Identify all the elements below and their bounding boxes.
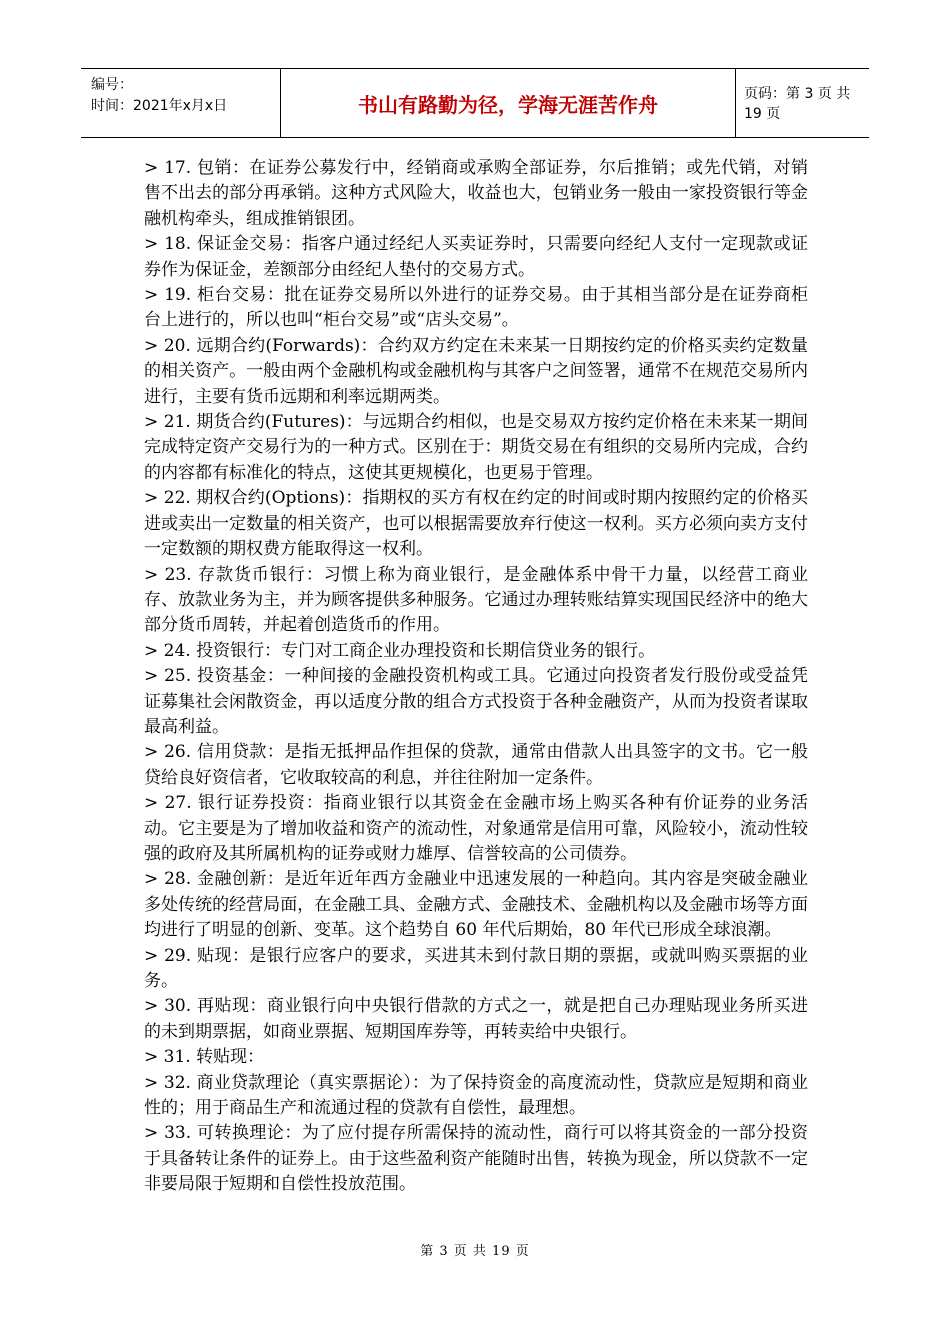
definition-paragraph: > 21. 期货合约(Futures)：与远期合约相似，也是交易双方按约定价格在未来某一期间完成特定资产交易行为的一种方式。区别在于：期货交易在有组织的交易所内完成，合约的内容都有标准化的特点，这使其更规模化，也更易于管理。 xyxy=(144,412,808,483)
definition-paragraph: > 31. 转贴现： xyxy=(144,1047,265,1068)
definition-paragraph: > 28. 金融创新：是近年近年西方金融业中迅速发展的一种趋向。其内容是突破金融业多处传统的经营局面，在金融工具、金融方式、金融技术、金融机构以及金融市场等方面均进行了明显的创新、变革。这个趋势自 60 年代后期始，80 年代已形成全球浪潮。 xyxy=(144,869,808,941)
definition-paragraph: > 29. 贴现：是银行应客户的要求，买进其未到付款日期的票据，或就叫购买票据的业务。 xyxy=(144,945,808,991)
definition-paragraph: > 23. 存款货币银行：习惯上称为商业银行，是金融体系中骨干力量，以经营工商业存、放款业务为主，并为顾客提供多种服务。它通过办理转账结算实现国民经济中的绝大部分货币周转，并起着创造货币的作用。 xyxy=(144,564,808,636)
definition-paragraph: > 22. 期权合约(Options)：指期权的买方有权在约定的时间或时期内按照约定的价格买进或卖出一定数量的相关资产，也可以根据需要放弃行使这一权利。买方必须向卖方支付一定数额的期权费方能取得这一权利。 xyxy=(144,488,808,560)
definition-paragraph: > 24. 投资银行：专门对工商企业办理投资和长期信贷业务的银行。 xyxy=(144,640,656,661)
definition-paragraph: > 30. 再贴现：商业银行向中央银行借款的方式之一，就是把自己办理贴现业务所买进的未到期票据，如商业票据、短期国库券等，再转卖给中央银行。 xyxy=(144,996,808,1042)
definition-paragraph: > 17. 包销：在证券公募发行中，经销商或承购全部证券，尔后推销；或先代销，对销售不出去的部分再承销。这种方式风险大，收益也大，包销业务一般由一家投资银行等金融机构牵头，组成推销银团。 xyxy=(144,158,808,229)
definition-paragraph: > 32. 商业贷款理论（真实票据论）：为了保持资金的高度流动性，贷款应是短期和商业性的；用于商品生产和流通过程的贷款有自偿性，最理想。 xyxy=(144,1072,808,1119)
header-meta xyxy=(81,69,281,137)
document-number-label: 编号： xyxy=(91,77,133,93)
document-date: 时间：2021年x月x日 xyxy=(91,98,228,114)
definition-paragraph: > 27. 银行证券投资：指商业银行以其资金在金融市场上购买各种有价证券的业务活动。它主要是为了增加收益和资产的流动性，对象通常是信用可靠，风险较小，流动性较强的政府及其所属机构的证券或财力雄厚、信誉较高的公司债券。 xyxy=(144,793,808,864)
header-motto: 书山有路勤为径，学海无涯苦作舟 xyxy=(281,69,736,137)
definition-paragraph: > 26. 信用贷款：是指无抵押品作担保的贷款，通常由借款人出具签字的文书。它一般贷给良好资信者，它收取较高的利息，并往往附加一定条件。 xyxy=(144,742,808,788)
definition-paragraph: > 19. 柜台交易：批在证券交易所以外进行的证券交易。由于其相当部分是在证券商柜台上进行的，所以也叫“柜台交易”或“店头交易”。 xyxy=(144,285,808,331)
document-body xyxy=(144,156,808,1198)
header-page-info: 页码：第 3 页 共 19 页 xyxy=(744,86,851,122)
definition-paragraph: > 25. 投资基金：一种间接的金融投资机构或工具。它通过向投资者发行股份或受益凭证募集社会闲散资金，再以适度分散的组合方式投资于各种金融资产，从而为投资者谋取最高利益。 xyxy=(144,666,808,737)
page-header xyxy=(81,68,869,138)
definition-paragraph: > 18. 保证金交易：指客户通过经纪人买卖证券时，只需要向经纪人支付一定现款或证券作为保证金，差额部分由经纪人垫付的交易方式。 xyxy=(144,234,808,280)
definition-paragraph: > 33. 可转换理论：为了应付提存所需保持的流动性，商行可以将其资金的一部分投资于具备转让条件的证券上。由于这些盈利资产能随时出售，转换为现金，所以贷款不一定非要局限于短期和自偿性投放范围。 xyxy=(144,1123,808,1195)
page-footer: 第 3 页 共 19 页 xyxy=(420,1244,530,1259)
definition-paragraph: > 20. 远期合约(Forwards)：合约双方约定在未来某一日期按约定的价格买卖约定数量的相关资产。一般由两个金融机构或金融机构与其客户之间签署，通常不在规范交易所内进行，主要有货币远期和利率远期两类。 xyxy=(144,335,808,407)
